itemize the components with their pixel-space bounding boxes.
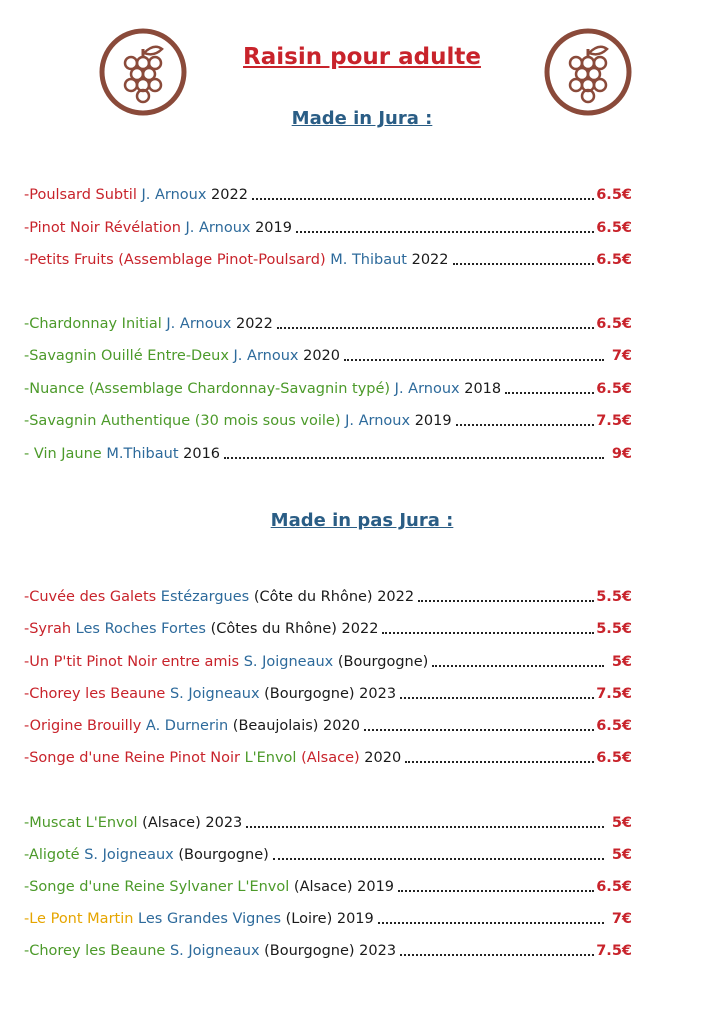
menu-item: -Poulsard Subtil J. Arnoux 2022 6.5€ — [24, 187, 632, 203]
menu-item: -Muscat L'Envol (Alsace) 2023 5€ — [24, 815, 632, 831]
menu-item: -Songe d'une Reine Sylvaner L'Envol (Alsace) 2019 6.5€ — [24, 879, 632, 895]
menu-item: -Un P'tit Pinot Noir entre amis S. Joigneaux (Bourgogne) 5€ — [24, 654, 632, 670]
menu-item: -Petits Fruits (Assemblage Pinot-Poulsard) M. Thibaut 2022 6.5€ — [24, 252, 632, 268]
menu-item: -Nuance (Assemblage Chardonnay-Savagnin typé) J. Arnoux 2018 6.5€ — [24, 381, 632, 397]
menu-item: - Vin Jaune M.Thibaut 2016 9€ — [24, 446, 632, 462]
menu-item: -Pinot Noir Révélation J. Arnoux 2019 6.5€ — [24, 220, 632, 236]
menu-item: -Le Pont Martin Les Grandes Vignes (Loire) 2019 7€ — [24, 911, 632, 927]
grapes-logo-left-icon — [98, 27, 188, 117]
menu-item: -Chorey les Beaune S. Joigneaux (Bourgogne) 2023 7.5€ — [24, 686, 632, 702]
menu-item: -Chorey les Beaune S. Joigneaux (Bourgogne) 2023 7.5€ — [24, 943, 632, 959]
menu-item: -Savagnin Authentique (30 mois sous voile) J. Arnoux 2019 7.5€ — [24, 413, 632, 429]
menu-item: -Origine Brouilly A. Durnerin (Beaujolais) 2020 6.5€ — [24, 718, 632, 734]
menu-item: -Cuvée des Galets Estézargues (Côte du Rhône) 2022 5.5€ — [24, 589, 632, 605]
menu-item: -Savagnin Ouillé Entre-Deux J. Arnoux 2020 7€ — [24, 348, 632, 364]
section-heading-pas-jura: Made in pas Jura : — [270, 510, 454, 531]
menu-item: -Chardonnay Initial J. Arnoux 2022 6.5€ — [24, 316, 632, 332]
page-title: Raisin pour adulte — [243, 44, 481, 70]
menu-item: -Syrah Les Roches Fortes (Côtes du Rhône) 2022 5.5€ — [24, 621, 632, 637]
grapes-logo-right-icon — [543, 27, 633, 117]
menu-item: -Songe d'une Reine Pinot Noir L'Envol (Alsace) 2020 6.5€ — [24, 750, 632, 766]
menu-item: -Aligoté S. Joigneaux (Bourgogne) 5€ — [24, 847, 632, 863]
section-heading-jura: Made in Jura : — [291, 108, 433, 129]
